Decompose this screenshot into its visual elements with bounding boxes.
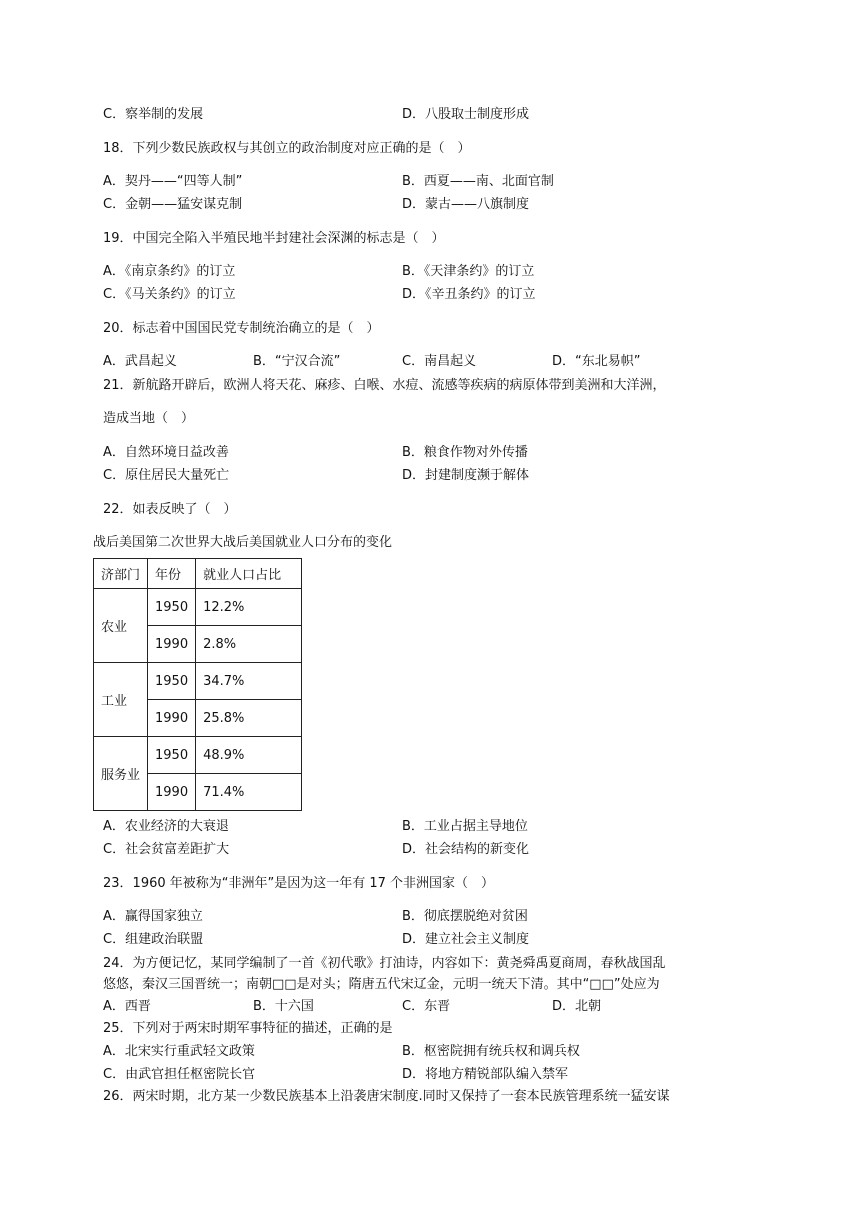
sector-cell: 工业 (94, 663, 148, 737)
year-cell: 1950 (148, 663, 196, 700)
q19-option-c: C．《马关条约》的订立 (103, 287, 236, 302)
q24-option-a: A．西晋 (103, 999, 151, 1014)
table-row (94, 663, 302, 700)
q22-option-c: C．社会贫富差距扩大 (103, 842, 230, 857)
q18-option-d: D．蒙古——八旗制度 (402, 197, 530, 212)
sector-cell: 农业 (94, 589, 148, 663)
table-header-cell: 就业人口占比 (196, 559, 302, 589)
q24-option-c: C．东晋 (402, 999, 451, 1014)
q21-option-c: C．原住居民大量死亡 (103, 468, 230, 483)
q18-option-b: B．西夏——南、北面官制 (402, 174, 554, 189)
q25-stem: 25．下列对于两宋时期军事特征的描述，正确的是 (103, 1021, 393, 1036)
pct-cell: 12.2% (196, 589, 302, 626)
q18-option-c: C．金朝——猛安谋克制 (103, 197, 243, 212)
q19-option-a: A．《南京条约》的订立 (103, 264, 236, 279)
pct-cell: 34.7% (196, 663, 302, 700)
q21-option-d: D．封建制度濒于解体 (402, 468, 530, 483)
q21-option-a: A．自然环境日益改善 (103, 445, 229, 460)
year-cell: 1950 (148, 589, 196, 626)
q20-stem: 20．标志着中国国民党专制统治确立的是（ ） (103, 321, 380, 336)
pct-cell: 48.9% (196, 737, 302, 774)
year-cell: 1990 (148, 774, 196, 811)
q19-option-b: B．《天津条约》的订立 (402, 264, 535, 279)
q21-option-b: B．粮食作物对外传播 (402, 445, 528, 460)
employment-table (93, 558, 302, 811)
q22-stem: 22．如表反映了（ ） (103, 502, 237, 517)
table-row (94, 737, 302, 774)
q19-stem: 19．中国完全陷入半殖民地半封建社会深渊的标志是（ ） (103, 231, 445, 246)
q19-option-d: D．《辛丑条约》的订立 (402, 287, 536, 302)
q23-option-b: B．彻底摆脱绝对贫困 (402, 909, 528, 924)
pct-cell: 25.8% (196, 700, 302, 737)
q20-option-c: C．南昌起义 (402, 354, 477, 369)
q22-table-caption: 战后美国第二次世界大战后美国就业人口分布的变化 (93, 535, 393, 550)
pct-cell: 2.8% (196, 626, 302, 663)
q23-option-c: C．组建政治联盟 (103, 932, 204, 947)
table-header-cell: 年份 (148, 559, 196, 589)
q23-stem: 23．1960 年被称为“非洲年”是因为这一年有 17 个非洲国家（ ） (103, 876, 495, 891)
q18-stem: 18．下列少数民族政权与其创立的政治制度对应正确的是（ ） (103, 141, 471, 156)
q17-option-c: C．察举制的发展 (103, 107, 204, 122)
q20-option-a: A．武昌起义 (103, 354, 177, 369)
q25-option-d: D．将地方精锐部队编入禁军 (402, 1067, 569, 1082)
q21-stem-line1: 21．新航路开辟后，欧洲人将天花、麻疹、白喉、水痘、流感等疾病的病原体带到美洲和大洋洲， (103, 378, 666, 393)
table-header-row (94, 559, 302, 589)
q22-option-a: A．农业经济的大衰退 (103, 819, 229, 834)
q24-option-b: B．十六国 (253, 999, 314, 1014)
q22-option-b: B．工业占据主导地位 (402, 819, 528, 834)
year-cell: 1950 (148, 737, 196, 774)
sector-cell: 服务业 (94, 737, 148, 811)
q21-stem-line2: 造成当地（ ） (103, 411, 195, 426)
q17-option-d: D．八股取士制度形成 (402, 107, 530, 122)
q25-option-c: C．由武官担任枢密院长官 (103, 1067, 256, 1082)
q20-option-b: B．“宁汉合流” (253, 354, 341, 369)
q24-option-d: D．北朝 (552, 999, 602, 1014)
q22-option-d: D．社会结构的新变化 (402, 842, 530, 857)
q23-option-d: D．建立社会主义制度 (402, 932, 530, 947)
table-header-cell: 济部门 (94, 559, 148, 589)
q24-stem-line2: 悠悠，秦汉三国晋统一；南朝□□是对头；隋唐五代宋辽金，元明一统天下清。其中“□□”处应为 (103, 977, 660, 992)
table-row (94, 589, 302, 626)
q20-option-d: D．“东北易帜” (552, 354, 641, 369)
q26-stem: 26．两宋时期，北方某一少数民族基本上沿袭唐宋制度.同时又保持了一套本民族管理系统一猛安谋 (103, 1089, 670, 1104)
q24-stem-line1: 24．为方便记忆，某同学编制了一首《初代歌》打油诗，内容如下：黄尧舜禹夏商周，春秋战国乱 (103, 956, 666, 971)
q23-option-a: A．赢得国家独立 (103, 909, 203, 924)
year-cell: 1990 (148, 700, 196, 737)
q18-option-a: A．契丹——“四等人制” (103, 174, 243, 189)
pct-cell: 71.4% (196, 774, 302, 811)
q25-option-a: A．北宋实行重武轻文政策 (103, 1044, 255, 1059)
year-cell: 1990 (148, 626, 196, 663)
q25-option-b: B．枢密院拥有统兵权和调兵权 (402, 1044, 580, 1059)
